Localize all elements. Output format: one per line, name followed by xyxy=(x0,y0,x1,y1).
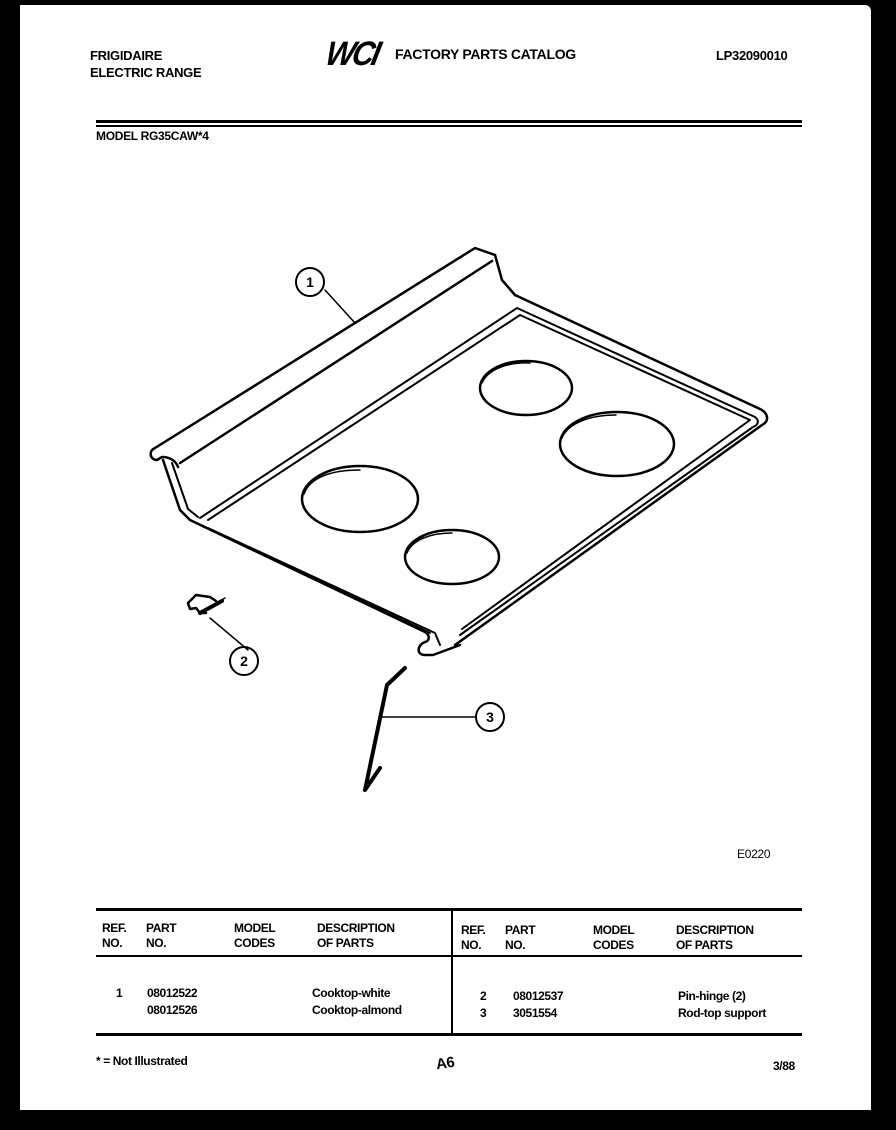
header-ref-1: REF. xyxy=(102,921,127,935)
callout-3-label: 3 xyxy=(486,709,494,725)
header-part-1-right: PART xyxy=(505,923,536,937)
table-top-rule xyxy=(96,908,802,911)
footer-note: * = Not Illustrated xyxy=(96,1054,188,1068)
row-3-part-no: 08012537 xyxy=(513,989,564,1003)
row-4-part-no: 3051554 xyxy=(513,1006,557,1020)
footer-date: 3/88 xyxy=(773,1059,795,1073)
catalog-page xyxy=(20,5,871,1110)
figure-code: E0220 xyxy=(737,847,771,861)
callout-1-label: 1 xyxy=(306,274,314,290)
model-label: MODEL RG35CAW*4 xyxy=(96,129,209,143)
header-model-1-right: MODEL xyxy=(593,923,635,937)
header-model-2-right: CODES xyxy=(593,938,634,952)
table-header-rule xyxy=(96,955,802,957)
header-part-1: PART xyxy=(146,921,177,935)
row-3-ref: 2 xyxy=(480,989,487,1003)
header-model-1: MODEL xyxy=(234,921,276,935)
header-desc-2-right: OF PARTS xyxy=(676,938,733,952)
row-3-description: Pin-hinge (2) xyxy=(678,989,746,1003)
callout-2-label: 2 xyxy=(240,653,248,669)
header-ref-1-right: REF. xyxy=(461,923,486,937)
page-number: A6 xyxy=(434,1053,456,1074)
header-part-2: NO. xyxy=(146,936,167,950)
row-2-part-no: 08012526 xyxy=(147,1003,198,1017)
row-1-description: Cooktop-white xyxy=(312,986,391,1000)
row-1-part-no: 08012522 xyxy=(147,986,198,1000)
row-2-description: Cooktop-almond xyxy=(312,1003,402,1017)
row-1-ref: 1 xyxy=(116,986,123,1000)
header-ref-2-right: NO. xyxy=(461,938,482,952)
wci-logo: WCI xyxy=(322,35,382,73)
header-desc-1-right: DESCRIPTION xyxy=(676,923,754,937)
table-bottom-rule xyxy=(96,1033,802,1036)
brand-line-1: FRIGIDAIRE xyxy=(90,48,163,63)
header-desc-1: DESCRIPTION xyxy=(317,921,395,935)
table-column-divider xyxy=(451,908,453,1035)
catalog-title: FACTORY PARTS CATALOG xyxy=(395,46,576,62)
catalog-number: LP32090010 xyxy=(716,48,788,63)
row-4-ref: 3 xyxy=(480,1006,487,1020)
header-desc-2: OF PARTS xyxy=(317,936,374,950)
row-4-description: Rod-top support xyxy=(678,1006,766,1020)
header-ref-2: NO. xyxy=(102,936,123,950)
brand-line-2: ELECTRIC RANGE xyxy=(90,65,202,80)
header-model-2: CODES xyxy=(234,936,275,950)
header-part-2-right: NO. xyxy=(505,938,526,952)
